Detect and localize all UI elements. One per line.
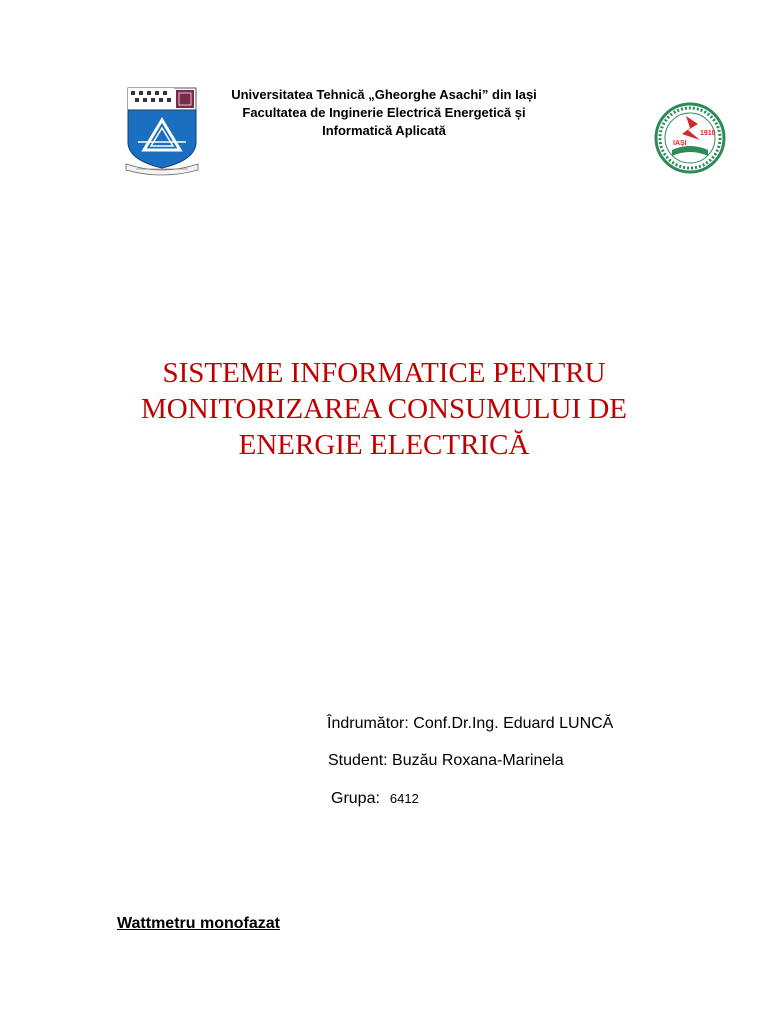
document-title-line1: SISTEME INFORMATICE PENTRU xyxy=(162,357,606,389)
document-title-line2: MONITORIZAREA CONSUMULUI DE xyxy=(140,393,628,425)
faculty-name-line2: Informatică Aplicată xyxy=(322,123,446,138)
section-heading: Wattmetru monofazat xyxy=(117,915,280,932)
document-title xyxy=(0,355,768,463)
university-name: Universitatea Tehnică „Gheorghe Asachi” din Iași xyxy=(231,87,537,102)
logo-year-text: 1910 xyxy=(700,130,716,137)
coordinator-line: Îndrumător: Conf.Dr.Ing. Eduard LUNCĂ xyxy=(327,715,614,732)
faculty-name-line1: Facultatea de Inginerie Electrică Energetică și xyxy=(242,105,526,120)
faculty-emblem-logo xyxy=(642,100,738,176)
group-line xyxy=(331,789,419,809)
group-value: 6412 xyxy=(389,791,419,806)
student-line: Student: Buzău Roxana-Marinela xyxy=(328,752,564,769)
university-crest-logo xyxy=(122,84,202,176)
document-title-line3: ENERGIE ELECTRICĂ xyxy=(238,429,530,461)
group-label: Grupa: xyxy=(331,790,380,807)
logo-city-text: IAȘI xyxy=(673,140,687,147)
